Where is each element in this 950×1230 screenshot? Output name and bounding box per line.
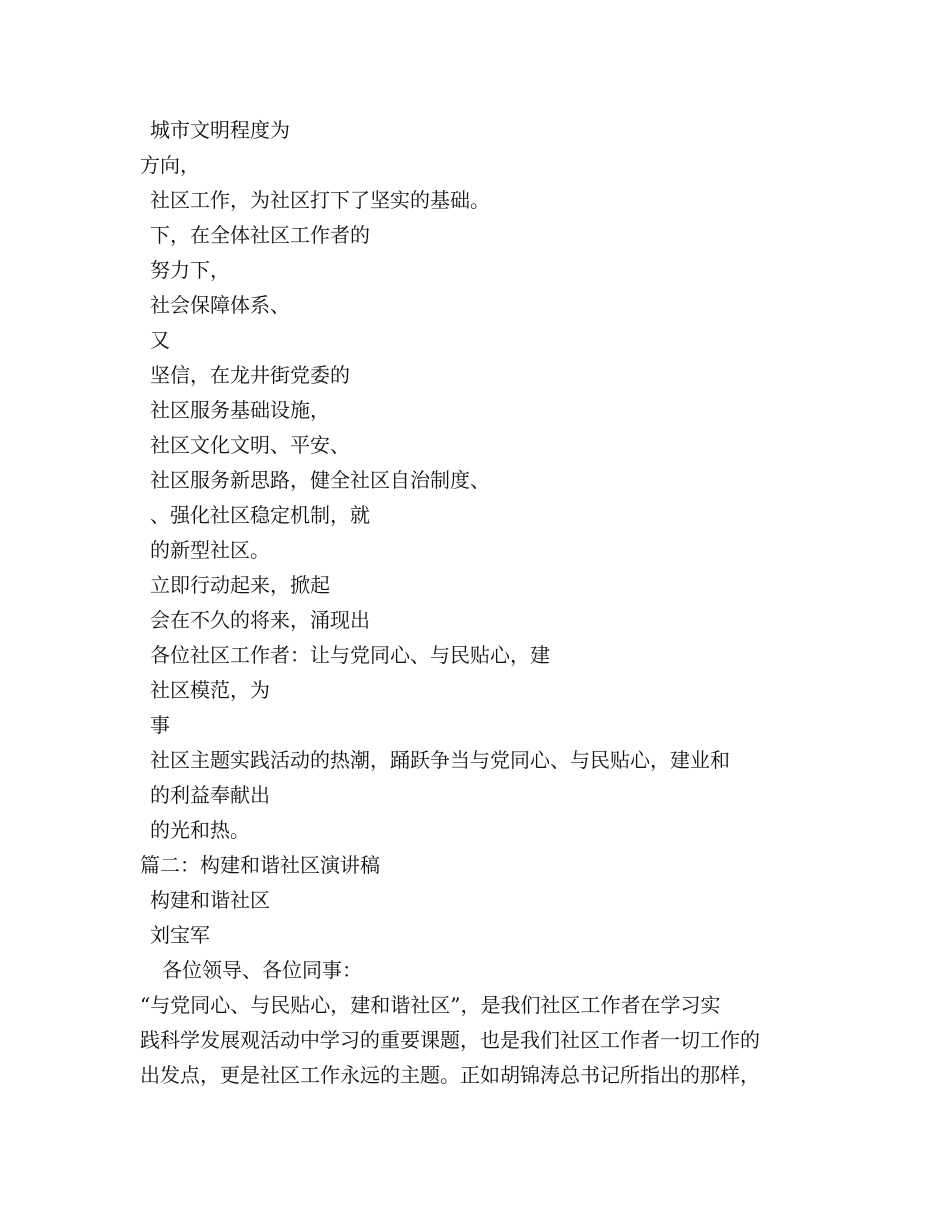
- text-line: 城市文明程度为: [150, 118, 290, 142]
- speech-salutation: 各位领导、各位同事：: [162, 958, 362, 982]
- text-line: 立即行动起来，掀起: [150, 573, 330, 597]
- text-line: “与党同心、与民贴心，建和谐社区”，是我们社区工作者在学习实: [140, 993, 721, 1017]
- speech-title: 构建和谐社区: [150, 888, 270, 912]
- text-line: 又: [150, 328, 170, 352]
- text-line: 方向，: [140, 153, 200, 177]
- text-line: 各位社区工作者：让与党同心、与民贴心，建: [150, 643, 550, 667]
- text-line: 努力下，: [150, 258, 230, 282]
- section-heading: 篇二：构建和谐社区演讲稿: [140, 853, 380, 877]
- text-line: 社区主题实践活动的热潮，踊跃争当与党同心、与民贴心，建业和: [150, 748, 730, 772]
- text-line: 的光和热。: [150, 818, 250, 842]
- text-line: 会在不久的将来，涌现出: [150, 608, 370, 632]
- text-line: 社区模范，为: [150, 678, 270, 702]
- text-line: 的新型社区。: [150, 538, 270, 562]
- text-line: 社区文化文明、平安、: [150, 433, 350, 457]
- text-line: 社区服务新思路，健全社区自治制度、: [150, 468, 490, 492]
- text-line: 社区服务基础设施，: [150, 398, 330, 422]
- text-line: 的利益奉献出: [150, 783, 270, 807]
- text-line: 、强化社区稳定机制，就: [150, 503, 370, 527]
- text-line: 践科学发展观活动中学习的重要课题，也是我们社区工作者一切工作的: [140, 1028, 760, 1052]
- text-line: 社会保障体系、: [150, 293, 290, 317]
- text-line: 事: [150, 713, 170, 737]
- text-line: 下，在全体社区工作者的: [150, 223, 370, 247]
- text-line: 坚信，在龙井街党委的: [150, 363, 350, 387]
- text-line: 社区工作，为社区打下了坚实的基础。: [150, 188, 490, 212]
- speech-author: 刘宝军: [150, 923, 210, 947]
- text-line: 出发点，更是社区工作永远的主题。正如胡锦涛总书记所指出的那样，: [140, 1063, 760, 1087]
